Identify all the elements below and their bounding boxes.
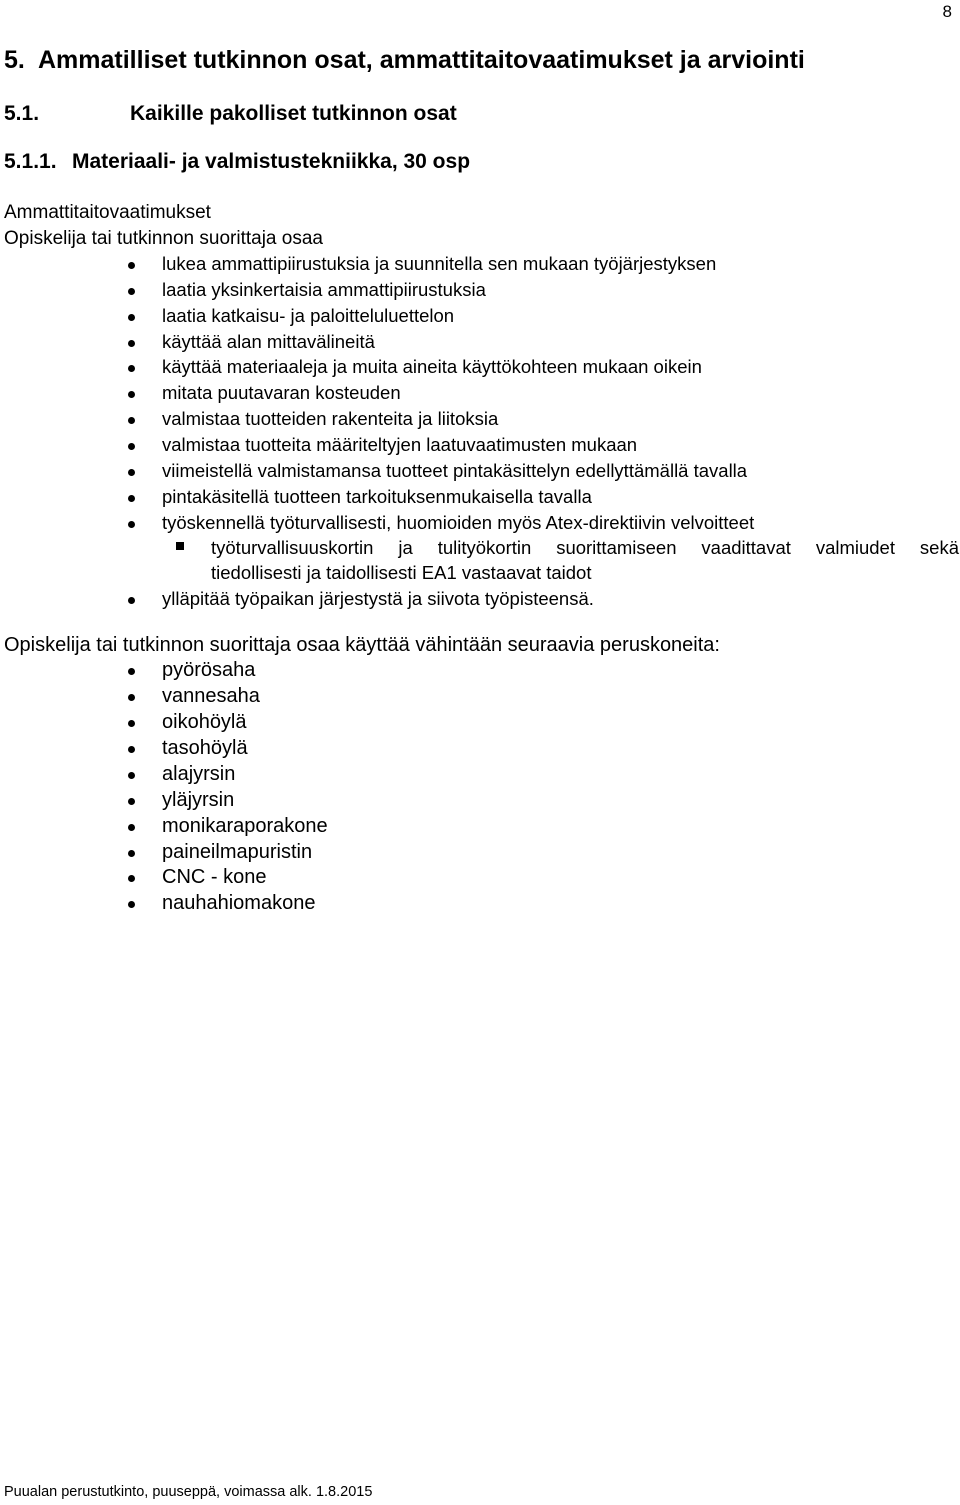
bullet-icon [128, 288, 135, 295]
bullet-icon [128, 443, 135, 450]
skill-item: lukea ammattipiirustuksia ja suunnitella sen mukaan työjärjestyksen [162, 253, 717, 274]
heading-1 [4, 46, 805, 75]
machine-item: paineilmapuristin [162, 841, 313, 863]
heading-3-text: Materiaali- ja valmistustekniikka, 30 osp [72, 150, 471, 173]
bullet-icon [128, 597, 135, 604]
bullet-icon [128, 495, 135, 502]
square-bullet-icon [176, 542, 184, 550]
heading-1-text: Ammatilliset tutkinnon osat, ammattitaitovaatimukset ja arviointi [38, 46, 805, 74]
sub-skill-line-2: tiedollisesti ja taidollisesti EA1 vastaavat taidot [211, 562, 592, 583]
skill-item: valmistaa tuotteiden rakenteita ja liitoksia [162, 408, 499, 429]
bullet-icon [128, 694, 135, 701]
machine-item: pyörösaha [162, 659, 256, 681]
skill-item: työskennellä työturvallisesti, huomioiden myös Atex-direktiivin velvoitteet [162, 512, 755, 533]
heading-3-number: 5.1.1. [4, 150, 57, 173]
skill-item: käyttää materiaaleja ja muita aineita käyttökohteen mukaan oikein [162, 356, 702, 377]
bullet-icon [128, 314, 135, 321]
heading-3 [4, 150, 470, 174]
bullet-icon [128, 262, 135, 269]
heading-1-number: 5. [4, 46, 25, 74]
machine-item: oikohöylä [162, 711, 247, 733]
machine-item: alajyrsin [162, 763, 236, 785]
bullet-icon [128, 798, 135, 805]
skill-item-last: ylläpitää työpaikan järjestystä ja siivota työpisteensä. [162, 588, 594, 609]
skills-intro: Opiskelija tai tutkinnon suorittaja osaa [4, 228, 323, 249]
bullet-icon [128, 391, 135, 398]
sub-skill-line-1: työturvallisuuskortin ja tulityökortin suorittamiseen vaadittavat valmiudet sekä [211, 537, 959, 558]
machine-item: nauhahiomakone [162, 892, 316, 914]
bullet-icon [128, 340, 135, 347]
page-number: 8 [942, 2, 952, 21]
bullet-icon [128, 521, 135, 528]
machine-item: yläjyrsin [162, 789, 235, 811]
heading-2-text: Kaikille pakolliset tutkinnon osat [130, 102, 457, 125]
skill-item: pintakäsitellä tuotteen tarkoituksenmukaisella tavalla [162, 486, 592, 507]
bullet-icon [128, 875, 135, 882]
skill-item: laatia yksinkertaisia ammattipiirustuksia [162, 279, 486, 300]
machine-item: tasohöylä [162, 737, 248, 759]
skill-item: käyttää alan mittavälineitä [162, 331, 375, 352]
bullet-icon [128, 720, 135, 727]
bullet-icon [128, 668, 135, 675]
bullet-icon [128, 824, 135, 831]
heading-2-number: 5.1. [4, 102, 40, 125]
bullet-icon [128, 365, 135, 372]
requirements-title: Ammattitaitovaatimukset [4, 202, 211, 223]
machine-item: vannesaha [162, 685, 260, 707]
heading-2 [4, 102, 457, 126]
bullet-icon [128, 469, 135, 476]
skill-item: laatia katkaisu- ja paloitteluluettelon [162, 305, 455, 326]
skill-item: viimeistellä valmistamansa tuotteet pintakäsittelyn edellyttämällä tavalla [162, 460, 748, 481]
bullet-icon [128, 901, 135, 908]
bullet-icon [128, 746, 135, 753]
bullet-icon [128, 417, 135, 424]
machine-item: CNC - kone [162, 866, 267, 888]
page-footer: Puualan perustutkinto, puuseppä, voimassa alk. 1.8.2015 [4, 1484, 373, 1500]
skill-item: mitata puutavaran kosteuden [162, 382, 401, 403]
machine-item: monikaraporakone [162, 815, 328, 837]
bullet-icon [128, 850, 135, 857]
skill-item: valmistaa tuotteita määriteltyjen laatuvaatimusten mukaan [162, 434, 638, 455]
bullet-icon [128, 772, 135, 779]
machines-intro: Opiskelija tai tutkinnon suorittaja osaa käyttää vähintään seuraavia peruskoneita: [4, 634, 720, 656]
